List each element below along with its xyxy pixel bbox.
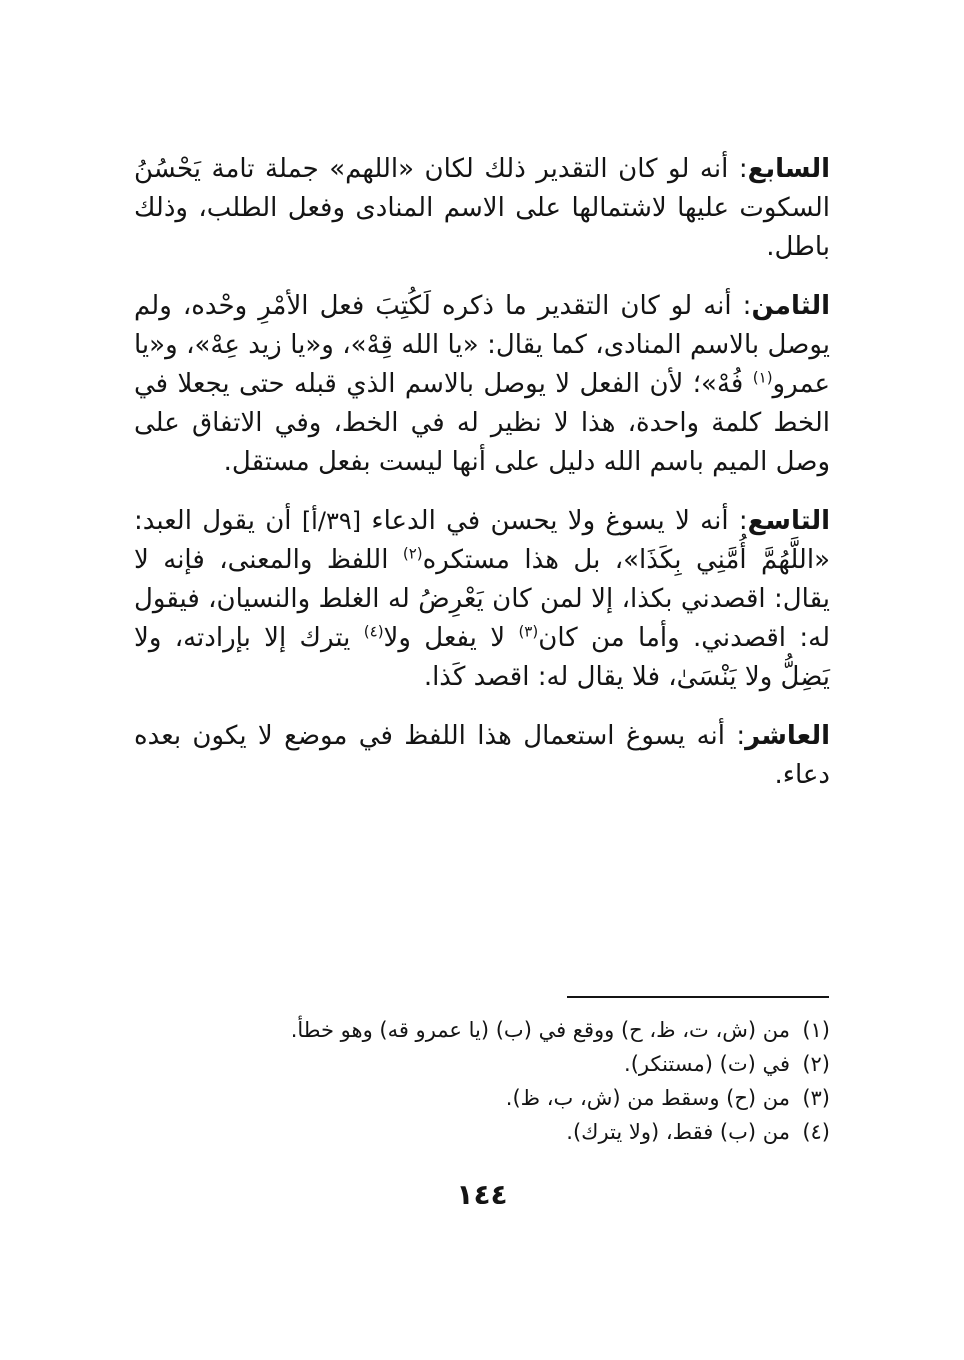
- page-number: ١٤٤: [456, 1178, 508, 1211]
- footnote-text: من (ح) وسقط من (ش، ب، ظ).: [505, 1086, 790, 1110]
- paragraph-tenth: [134, 717, 830, 795]
- paragraph-ninth: [134, 502, 830, 697]
- footnote-3: [240, 1081, 830, 1115]
- paragraph-text: : أنه يسوغ استعمال هذا اللفظ في موضع لا يكون بعده دعاء.: [134, 721, 830, 790]
- footnote-ref: (١): [752, 368, 773, 387]
- paragraph-text: : أنه لا يسوغ ولا يحسن في الدعاء: [361, 506, 748, 536]
- footnote-1: [240, 1013, 830, 1047]
- paragraph-heading: الثامن: [751, 291, 830, 321]
- footnote-text: من (ب) فقط، (ولا يترك).: [566, 1120, 790, 1144]
- paragraph-eighth: [134, 287, 830, 482]
- footnote-number: (٣): [802, 1086, 830, 1110]
- paragraph-heading: التاسع: [747, 506, 830, 536]
- paragraph-text: : أنه لو كان التقدير ذلك لكان «اللهم» جملة تامة يَحْسُنُ السكوت عليها لاشتمالها على الاسم المنادى وفعل الطلب، وذلك باطل.: [134, 154, 830, 262]
- footnote-number: (٢): [802, 1052, 830, 1076]
- footnote-ref: (٤): [363, 622, 384, 641]
- footnote-4: [240, 1115, 830, 1149]
- footnote-ref: (٣): [518, 622, 539, 641]
- footnote-text: من (ش، ت، ظ، ح) ووقع في (ب) (يا عمرو قه) وهو خطأ.: [290, 1018, 790, 1042]
- paragraph-heading: العاشر: [745, 721, 830, 751]
- footnote-number: (١): [802, 1018, 830, 1042]
- paragraph-heading: السابع: [747, 154, 830, 184]
- paragraph-text: فُهْ»؛ لأن الفعل لا يوصل بالاسم الذي قبله حتى يجعلا في الخط كلمة واحدة، هذا لا نظير له في الخط، وفي الاتفاق على وصل الميم باسم الله دليل على أنها ليست بفعل مستقل.: [134, 369, 830, 477]
- paragraph-text: اللفظ والمعنى، فإنه لا يقال: اقصدني بكذا، إلا لمن كان يَعْرِضُ له الغلط والنسيان، فيقول له: اقصدني. وأما من كان: [134, 545, 830, 653]
- footnote-2: [240, 1047, 830, 1081]
- paragraph-text: يترك إلا بإرادته، ولا يَضِلُّ ولا يَنْسَىٰ، فلا يقال له: اقصد كَذا.: [134, 623, 830, 692]
- manuscript-page-ref: [٣٩/أ]: [301, 507, 362, 535]
- paragraph-text: : أنه لو كان التقدير ما ذكره لَكُتِبَ فعل الأمْرِ وحْده، ولم يوصل بالاسم المنادى، كما يقال: «يا الله قِهْ»، و«يا زيد عِهْ»، و«يا عمرو: [134, 291, 830, 399]
- main-text: [134, 150, 830, 815]
- paragraph-text: لا يفعل ولا: [383, 623, 519, 653]
- footnote-number: (٤): [802, 1120, 830, 1144]
- paragraph-seventh: [134, 150, 830, 267]
- footnote-separator: [567, 996, 829, 998]
- footnote-text: في (ت) (مستنكر).: [624, 1052, 790, 1076]
- footnote-ref: (٢): [402, 544, 423, 563]
- paragraph-text: أن يقول العبد: «اللَّهُمَّ أُمَّنِي بِكَذَا»، بل هذا مستكره: [134, 506, 830, 575]
- footnotes: [240, 1013, 830, 1149]
